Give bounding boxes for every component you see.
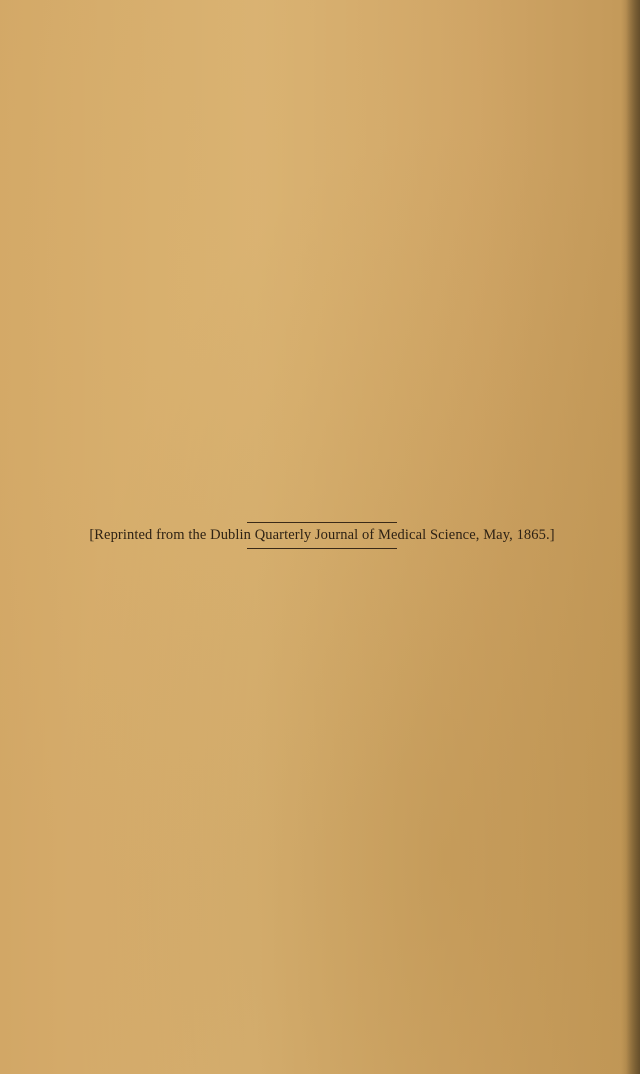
bottom-rule xyxy=(247,548,397,549)
reprint-notice: [Reprinted from the Dublin Quarterly Journal of Medical Science, May, 1865.] xyxy=(89,527,555,543)
top-rule xyxy=(247,522,397,523)
bleed-through-texture xyxy=(40,240,560,290)
bleed-through-texture xyxy=(40,95,560,135)
bleed-through-texture xyxy=(40,420,560,450)
reprint-notice-block xyxy=(22,522,622,549)
page-edge-shadow xyxy=(626,0,640,1074)
